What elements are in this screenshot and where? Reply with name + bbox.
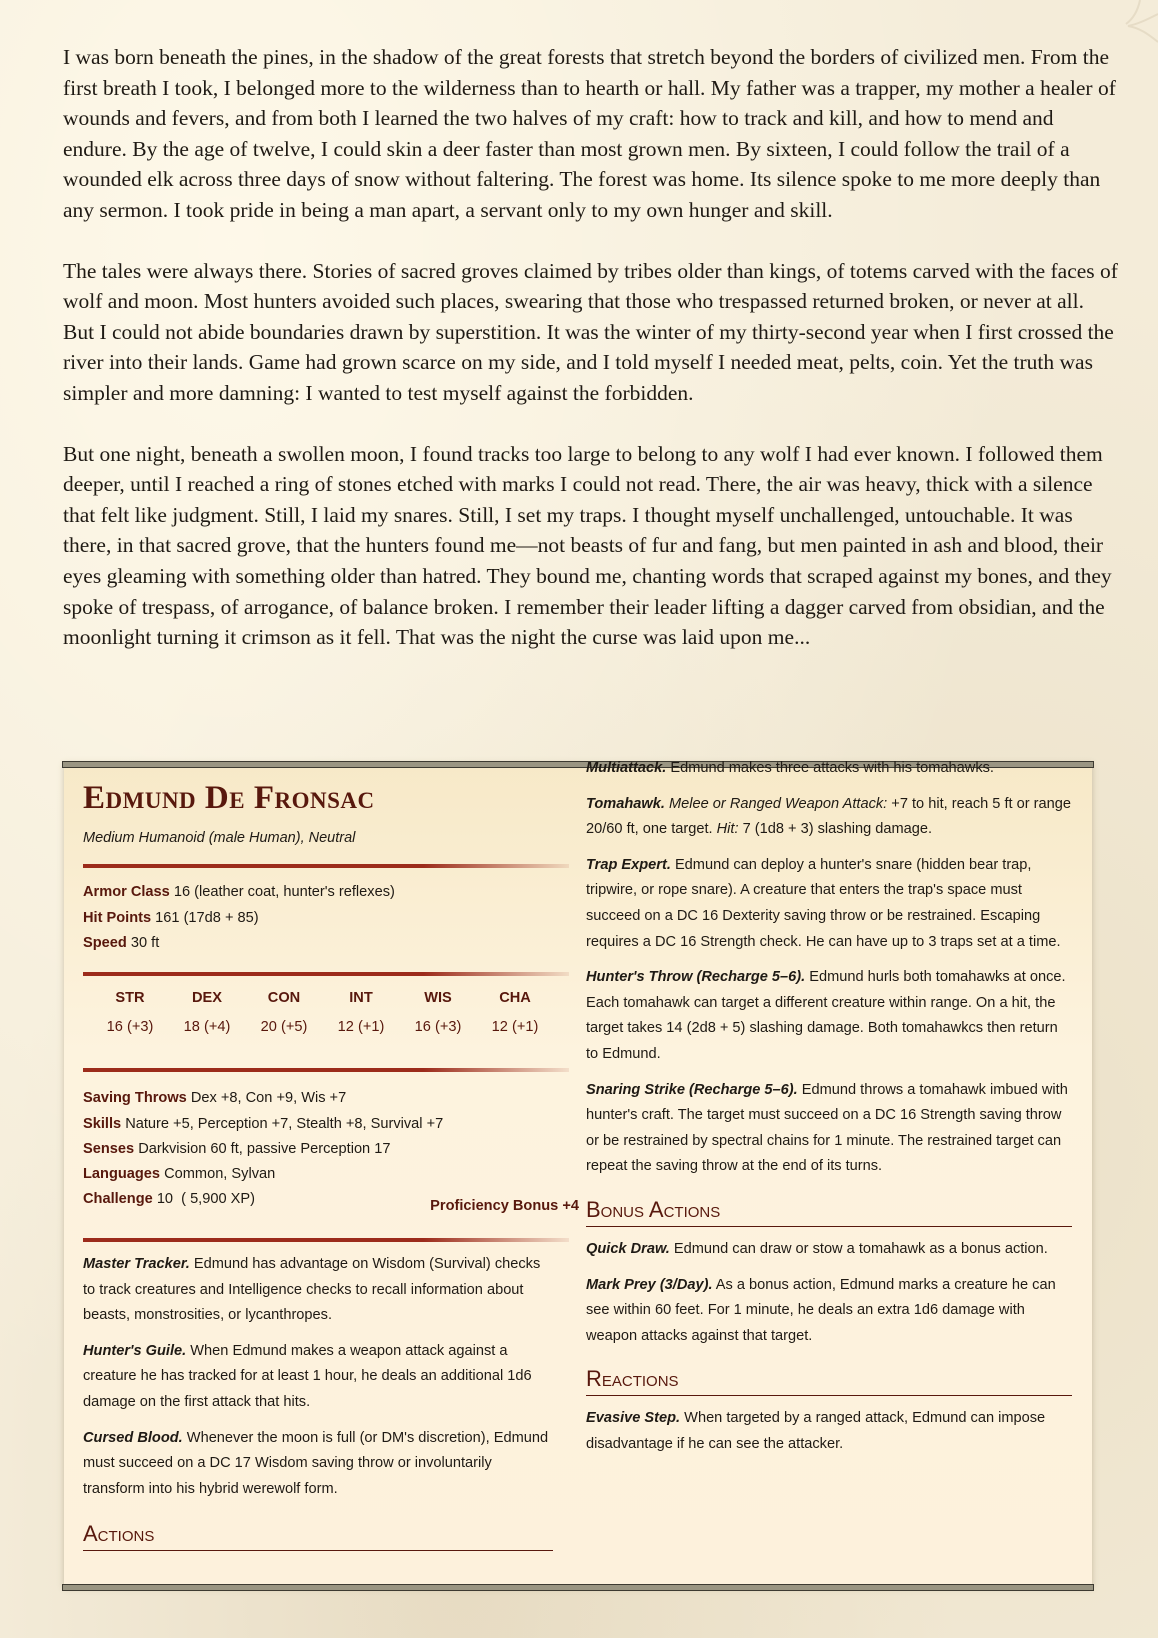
skills	[83, 1112, 443, 1138]
challenge-label: Challenge	[83, 1191, 153, 1207]
trait-master-tracker: Master Tracker. Edmund has advantage on Wisdom (Survival) checks to track creatures and Intelligence checks to recall information about beasts, monstrosities, or lycanthropes.	[83, 1256, 541, 1324]
ability-name: CON	[267, 990, 301, 1006]
actions-section	[586, 756, 1072, 1467]
armor-class-value: 16 (leather coat, hunter's reflexes)	[173, 884, 395, 900]
proficiency-bonus	[430, 1194, 579, 1220]
action-trap-expert: Trap Expert. Edmund can deploy a hunter's snare (hidden bear trap, tripwire, or rope snare). A creature that enters the trap's space must succeed on a DC 16 Dexterity saving throw or be restrained. Escaping requires a DC 16 Strength check. He can have up to 3 traps set at a time.	[586, 856, 1061, 950]
proficiency-bonus-label: Proficiency Bonus	[430, 1198, 559, 1214]
skills-label: Skills	[83, 1116, 122, 1132]
ability-value: 16 (+3)	[106, 1019, 154, 1035]
bonus-actions-heading: Bonus Actions	[586, 1196, 1072, 1227]
armor-class	[83, 880, 395, 906]
ability-name: WIS	[424, 990, 452, 1006]
divider	[83, 972, 569, 976]
narrative-paragraph: The tales were always there. Stories of sacred groves claimed by tribes older than kings, of totems carved with the faces of wolf and moon. Most hunters avoided such places, swearing that those who trespassed returned broken, or never at all. But I could not abide boundaries drawn by superstition. It was the winter of my thirty-second year when I first crossed the river into their lands. Game had grown scarce on my side, and I told myself I needed meat, pelts, coin. Yet the truth was simpler and more damning: I wanted to test myself against the forbidden.	[63, 258, 1118, 405]
senses-value: Darkvision 60 ft, passive Perception 17	[138, 1141, 391, 1157]
narrative-text	[63, 42, 1119, 653]
ability-value: 20 (+5)	[260, 1019, 308, 1035]
divider	[83, 864, 569, 868]
armor-class-label: Armor Class	[83, 884, 170, 900]
divider	[83, 1238, 569, 1242]
speed-value: 30 ft	[130, 935, 160, 951]
action-multiattack: Multiattack. Edmund makes three attacks with his tomahawks.	[586, 760, 994, 776]
ability-name: INT	[349, 990, 373, 1006]
saving-throws-label: Saving Throws	[83, 1090, 187, 1106]
action-hunters-throw: Hunter's Throw (Recharge 5–6). Edmund hurls both tomahawks at once. Each tomahawk can target a different creature within range. On a hit, the target takes 14 (2d8 + 5) slashing damage. Both tomahawkcs then return to Edmund.	[586, 969, 1066, 1062]
saving-throws-value: Dex +8, Con +9, Wis +7	[190, 1090, 347, 1106]
bonus-action-mark-prey: Mark Prey (3/Day). As a bonus action, Edmund marks a creature he can see within 60 feet. For 1 minute, he deals an extra 1d6 damage with weapon attacks against that target.	[586, 1276, 1056, 1344]
senses	[83, 1137, 390, 1163]
ability-value: 16 (+3)	[414, 1019, 462, 1035]
stat-block-bottom-border	[62, 1584, 1094, 1591]
proficiency-bonus-value: +4	[562, 1198, 579, 1214]
hit-points-value: 161 (17d8 + 85)	[155, 910, 259, 926]
narrative-paragraph: I was born beneath the pines, in the shadow of the great forests that stretch beyond the borders of civilized men. From the first breath I took, I belonged more to the wilderness than to hearth or hall. My father was a trapper, my mother a healer of wounds and fevers, and from both I learned the two halves of my craft: how to track and kill, and how to mend and endure. By the age of twelve, I could skin a deer faster than most grown men. By sixteen, I could follow the trail of a wounded elk across three days of snow without faltering. The forest was home. Its silence spoke to me more deeply than any sermon. I took pride in being a man apart, a servant only to my own hunger and skill.	[63, 45, 1116, 222]
ability-name: STR	[115, 990, 145, 1006]
ability-value: 12 (+1)	[491, 1019, 539, 1035]
action-tomahawk: Tomahawk. Melee or Ranged Weapon Attack: +7 to hit, reach 5 ft or range 20/60 ft, one target. Hit: 7 (1d8 + 3) slashing damage.	[586, 795, 1071, 838]
action-snaring-strike: Snaring Strike (Recharge 5–6). Edmund throws a tomahawk imbued with hunter's craft. The target must succeed on a DC 16 Strength saving throw or be restrained by spectral chains for 1 minute. The restrained target can repeat the saving throw at the end of its turns.	[586, 1081, 1068, 1175]
traits-section	[83, 1252, 553, 1561]
challenge	[83, 1187, 255, 1213]
monster-name: Edmund De Fronsac	[83, 780, 375, 816]
reactions-heading: Reactions	[586, 1365, 1072, 1396]
ability-name: DEX	[191, 990, 222, 1006]
divider	[83, 1068, 569, 1072]
trait-hunters-guile: Hunter's Guile. When Edmund makes a weapon attack against a creature he has tracked for at least 1 hour, he deals an additional 1d6 damage on the first attack that hits.	[83, 1342, 532, 1410]
speed-label: Speed	[83, 935, 127, 951]
ability-value: 12 (+1)	[337, 1019, 385, 1035]
hit-points-label: Hit Points	[83, 910, 152, 926]
trait-cursed-blood: Cursed Blood. Whenever the moon is full (or DM's discretion), Edmund must succeed on a DC 17 Wisdom saving throw or involuntarily transform into his hybrid werewolf form.	[83, 1429, 549, 1497]
hit-points	[83, 906, 259, 932]
languages-label: Languages	[83, 1166, 161, 1182]
senses-label: Senses	[83, 1141, 135, 1157]
ability-value: 18 (+4)	[183, 1019, 231, 1035]
saving-throws	[83, 1086, 346, 1112]
stat-block	[64, 760, 1092, 1588]
reaction-evasive-step: Evasive Step. When targeted by a ranged attack, Edmund can impose disadvantage if he can see the attacker.	[586, 1410, 1046, 1452]
ability-name: CHA	[499, 990, 531, 1006]
actions-heading: Actions	[83, 1520, 553, 1551]
bonus-action-quick-draw: Quick Draw. Edmund can draw or stow a tomahawk as a bonus action.	[586, 1240, 1048, 1257]
speed	[83, 931, 159, 957]
narrative-paragraph: But one night, beneath a swollen moon, I found tracks too large to belong to any wolf I had ever known. I followed them deeper, until I reached a ring of stones etched with marks I could not read. There, the air was heavy, thick with a silence that felt like judgment. Still, I laid my snares. Still, I set my traps. I thought myself unchallenged, untouchable. It was there, in that sacred grove, that the hunters found me—not beasts of fur and fang, but men painted in ash and blood, their eyes gleaming with something older than hatred. They bound me, chanting words that scraped against my bones, and they spoke of trespass, of arrogance, of balance broken. I remember their leader lifting a dagger carved from obsidian, and the moonlight turning it crimson as it fell. That was the night the curse was laid upon me...	[63, 441, 1112, 650]
languages-value: Common, Sylvan	[164, 1166, 276, 1182]
languages	[83, 1162, 275, 1188]
challenge-value: 10 ( 5,900 XP)	[156, 1191, 255, 1207]
monster-type: Medium Humanoid (male Human), Neutral	[83, 830, 356, 846]
skills-value: Nature +5, Perception +7, Stealth +8, Survival +7	[125, 1116, 444, 1132]
